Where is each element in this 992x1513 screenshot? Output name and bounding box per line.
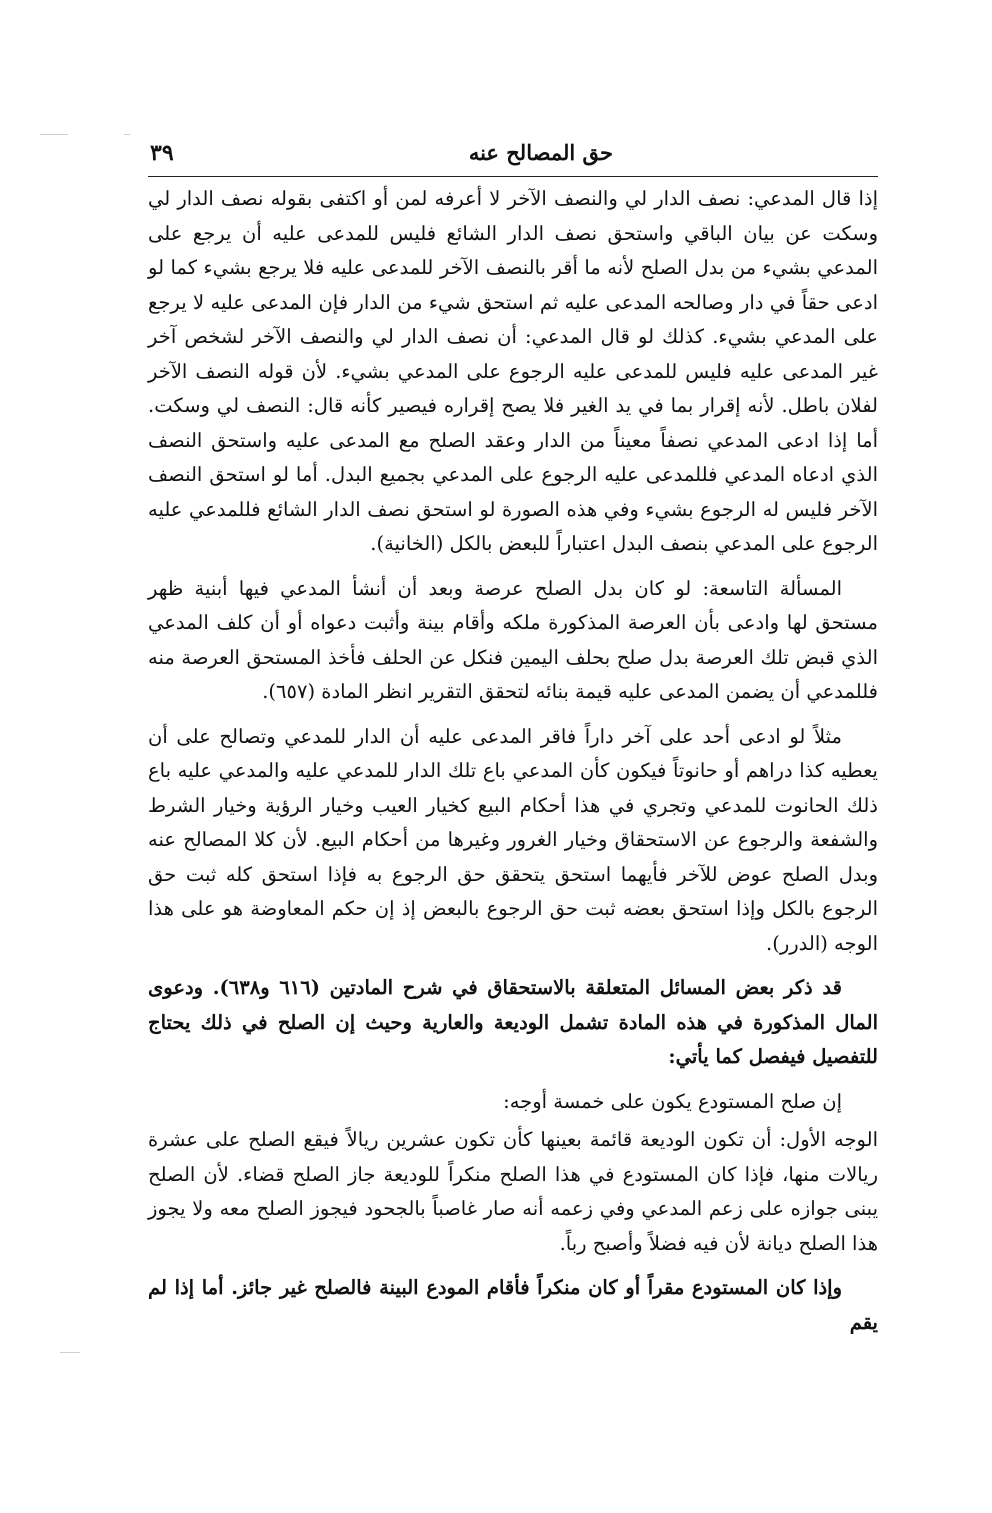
scan-margin-mark [124,134,130,135]
scan-margin-mark [40,134,68,135]
paragraph: وإذا كان المستودع مقراً أو كان منكراً فأقام المودع البينة فالصلح غير جائز. أما إذا لم يقم [148,1276,878,1334]
paragraph: مثلاً لو ادعى أحد على آخر داراً فاقر المدعى عليه أن الدار للمدعي وتصالح على أن يعطيه كذا دراهم أو حانوتاً فيكون كأن المدعي باع تلك الدار للمدعي عليه والمدعي عليه باع ذلك الحانوت للمدعي وتجري في هذا أحكام البيع كخيار العيب وخيار الرؤية وخيار الشرط والشفعة والرجوع عن الاستحقاق وخيار الغرور وغيرها من أحكام البيع. لأن كلا المصالح عنه وبدل الصلح عوض للآخر فأيهما استحق يتحقق حق الرجوع به فإذا استحق كله ثبت حق الرجوع بالكل وإذا استحق بعضه ثبت حق الرجوع بالبعض إذ إن حكم المعاوضة هو على هذا الوجه (الدرر). [148,724,878,955]
header-rule [148,176,878,177]
paragraph: المسألة التاسعة: لو كان بدل الصلح عرصة وبعد أن أنشأ المدعي فيها أبنية ظهر مستحق لها وادعى بأن العرصة المذكورة ملكه وأقام بينة وأثبت دعواه أو أن كلف المدعي الذي قبض تلك العرصة بدل صلح بحلف اليمين فنكل عن الحلف فأخذ المستحق العرصة منه فللمدعي أن يضمن المدعى عليه قيمة بنائه لتحقق التقرير انظر المادة (٦٥٧). [148,576,878,703]
scan-margin-mark [60,1352,80,1353]
running-header-title: حق المصالح عنه [468,140,613,165]
running-header [148,138,878,172]
paragraph: الوجه الأول: أن تكون الوديعة قائمة بعينها كأن تكون عشرين ريالاً فيقع الصلح على عشرة ريالات منها، فإذا كان المستودع في هذا الصلح منكراً للوديعة جاز الصلح قضاء. لأن الصلح يبنى جوازه على زعم المدعي وفي زعمه أنه صار غاصباً بالجحود فيجوز الصلح معه ولا يجوز هذا الصلح ديانة لأن فيه فضلاً وأصبح رباً. [148,1128,878,1255]
paragraph: إذا قال المدعي: نصف الدار لي والنصف الآخر لا أعرفه لمن أو اكتفى بقوله نصف الدار لي وسكت عن بيان الباقي واستحق نصف الدار الشائع فليس للمدعى عليه أن يرجع على المدعي بشيء من بدل الصلح لأنه ما أقر بالنصف الآخر للمدعى عليه فلا يرجع بشيء كما لو ادعى حقاً في دار وصالحه المدعى عليه ثم استحق شيء من الدار فإن المدعى عليه لا يرجع على المدعي بشيء. كذلك لو قال المدعي: أن نصف الدار لي والنصف الآخر لشخص آخر غير المدعى عليه فليس للمدعى عليه الرجوع على المدعي بشيء. لأن قوله النصف الآخر لفلان باطل. لأنه إقرار بما في يد الغير فلا يصح إقراره فيصير كأنه قال: النصف لي وسكت. أما إذا ادعى المدعي نصفاً معيناً من الدار وعقد الصلح مع المدعى عليه واستحق النصف الذي ادعاه المدعي فللمدعى عليه الرجوع على المدعي بجميع البدل. أما لو استحق النصف الآخر فليس له الرجوع بشيء وفي هذه الصورة لو استحق نصف الدار الشائع فللمدعي عليه الرجوع على المدعي بنصف البدل اعتباراً للبعض بالكل (الخانية). [148,187,878,555]
page-number: ٣٩ [150,140,174,166]
paragraph: قد ذكر بعض المسائل المتعلقة بالاستحقاق في شرح المادتين (٦١٦ و٦٣٨). ودعوى المال المذكورة في هذه المادة تشمل الوديعة والعارية وحيث إن الصلح في ذلك يحتاج للتفصيل فيفصل كما يأتي: [148,976,878,1068]
body-text [148,182,878,1350]
paragraph: إن صلح المستودع يكون على خمسة أوجه: [503,1089,842,1113]
